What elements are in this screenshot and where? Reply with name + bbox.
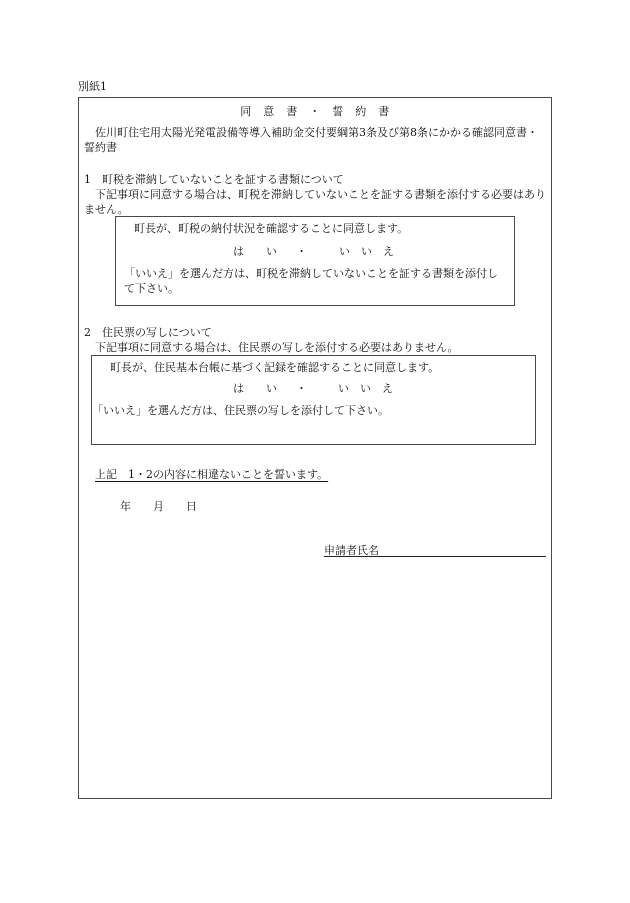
section2-yes-option[interactable]: は い <box>233 382 277 395</box>
applicant-name-field[interactable] <box>324 555 546 557</box>
section1-consent-box <box>115 216 515 306</box>
section2-statement: 町長が、住民基本台帳に基づく記録を確認することに同意します。 <box>110 361 440 374</box>
section2-instruction: 「いいえ」を選んだ方は、住民票の写しを添付して下さい。 <box>92 404 389 417</box>
section1-no-option[interactable]: い い え <box>339 245 394 258</box>
section2-consent-box <box>91 355 536 445</box>
section1-option-separator: ・ <box>296 245 307 258</box>
section1-statement: 町長が、町税の納付状況を確認することに同意します。 <box>134 222 409 235</box>
document-subject: 佐川町住宅用太陽光発電設備等導入補助金交付要綱第3条及び第8条にかかる確認同意書・誓約書 <box>84 126 538 154</box>
page-label: 別紙1 <box>78 80 107 93</box>
section1-yes-option[interactable]: は い <box>233 245 277 258</box>
section2-heading: 2 住民票の写しについて <box>84 326 212 339</box>
section2-option-separator: ・ <box>296 382 307 395</box>
pledge-date[interactable]: 年 月 日 <box>120 500 197 513</box>
section1-heading: 1 町税を滞納していないことを証する書類について <box>84 173 344 186</box>
section1-note: 下記事項に同意する場合は、町税を滞納していないことを証する書類を添付する必要はありません。 <box>84 188 546 216</box>
applicant-name-label: 申請者氏名 <box>324 544 379 557</box>
section2-note: 下記事項に同意する場合は、住民票の写しを添付する必要はありません。 <box>95 341 459 354</box>
pledge-statement: 上記 1・2の内容に相違ないことを誓います。 <box>95 468 329 481</box>
section2-no-option[interactable]: い い え <box>338 382 393 395</box>
section1-instruction: 「いいえ」を選んだ方は、町税を滞納していないことを証する書類を添付して下さい。 <box>124 267 498 295</box>
document-title: 同 意 書 ・ 誓 約 書 <box>240 105 390 118</box>
